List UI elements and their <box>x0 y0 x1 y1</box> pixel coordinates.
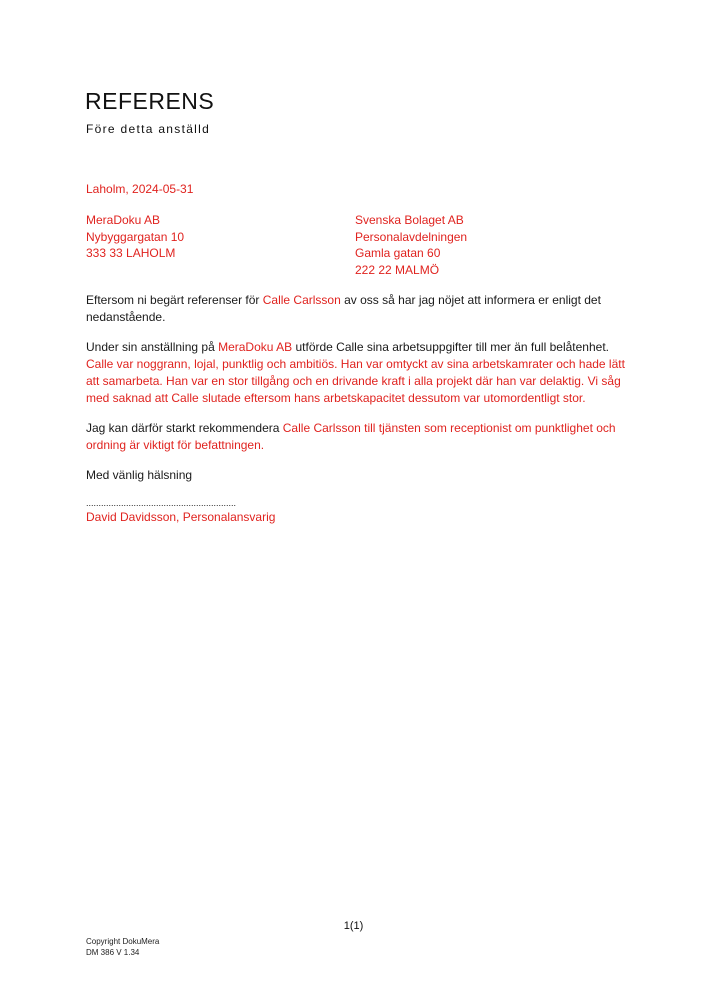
intro-text-end: av oss så har jag nöjet att informera er enligt det nedanstående. <box>86 293 601 324</box>
intro-text-start: Eftersom ni begärt referenser för <box>86 293 263 307</box>
document-subtitle: Före detta anställd <box>86 122 211 136</box>
recommendation-details: Calle Carlsson till tjänsten som receptionist om punktlighet och ordning är viktigt för befattningen. <box>86 421 616 452</box>
page-number: 1(1) <box>343 920 364 932</box>
employment-text-middle: utförde Calle sina arbetsuppgifter till mer än full belåtenhet. <box>292 340 609 354</box>
employer-name: MeraDoku AB <box>218 340 293 354</box>
candidate-name: Calle Carlsson <box>262 293 341 307</box>
recommendation-text-start: Jag kan därför starkt rekommendera <box>86 421 283 435</box>
sender-postal: 333 33 LAHOLM <box>86 246 176 260</box>
signatory-name: David Davidsson, Personalansvarig <box>86 510 276 524</box>
document-title: REFERENS <box>85 88 215 114</box>
footer-copyright: Copyright DokuMera <box>86 937 160 946</box>
recipient-street: Gamla gatan 60 <box>355 246 441 260</box>
paragraph-employment <box>86 339 626 407</box>
paragraph-intro <box>86 292 626 326</box>
recipient-address <box>355 212 467 278</box>
recipient-postal: 222 22 MALMÖ <box>355 262 440 277</box>
employment-description: Calle var noggrann, lojal, punktlig och ambitiös. Han var omtyckt av sina arbetskamrater och hade lätt att samarbeta. Han var en stor tillgång och en drivande kraft i alla projekt där han var delaktig. Vi såg med saknad att Calle slutade eftersom hans arbetskapacitet dessutom var utomordentligt stor. <box>86 357 625 405</box>
sender-address <box>86 212 184 262</box>
sender-company: MeraDoku AB <box>86 213 161 227</box>
employment-text-start: Under sin anställning på <box>86 340 219 354</box>
recipient-company: Svenska Bolaget AB <box>355 213 464 227</box>
sender-street: Nybyggargatan 10 <box>86 229 185 244</box>
place-and-date: Laholm, 2024-05-31 <box>86 182 194 196</box>
letter-body <box>86 292 626 526</box>
footer-version: DM 386 V 1.34 <box>86 948 140 957</box>
signature-line: ............................................................ <box>86 498 236 508</box>
paragraph-recommendation <box>86 420 626 454</box>
closing-phrase: Med vänlig hälsning <box>86 468 193 482</box>
recipient-department: Personalavdelningen <box>355 229 468 244</box>
document-footer <box>86 936 159 958</box>
